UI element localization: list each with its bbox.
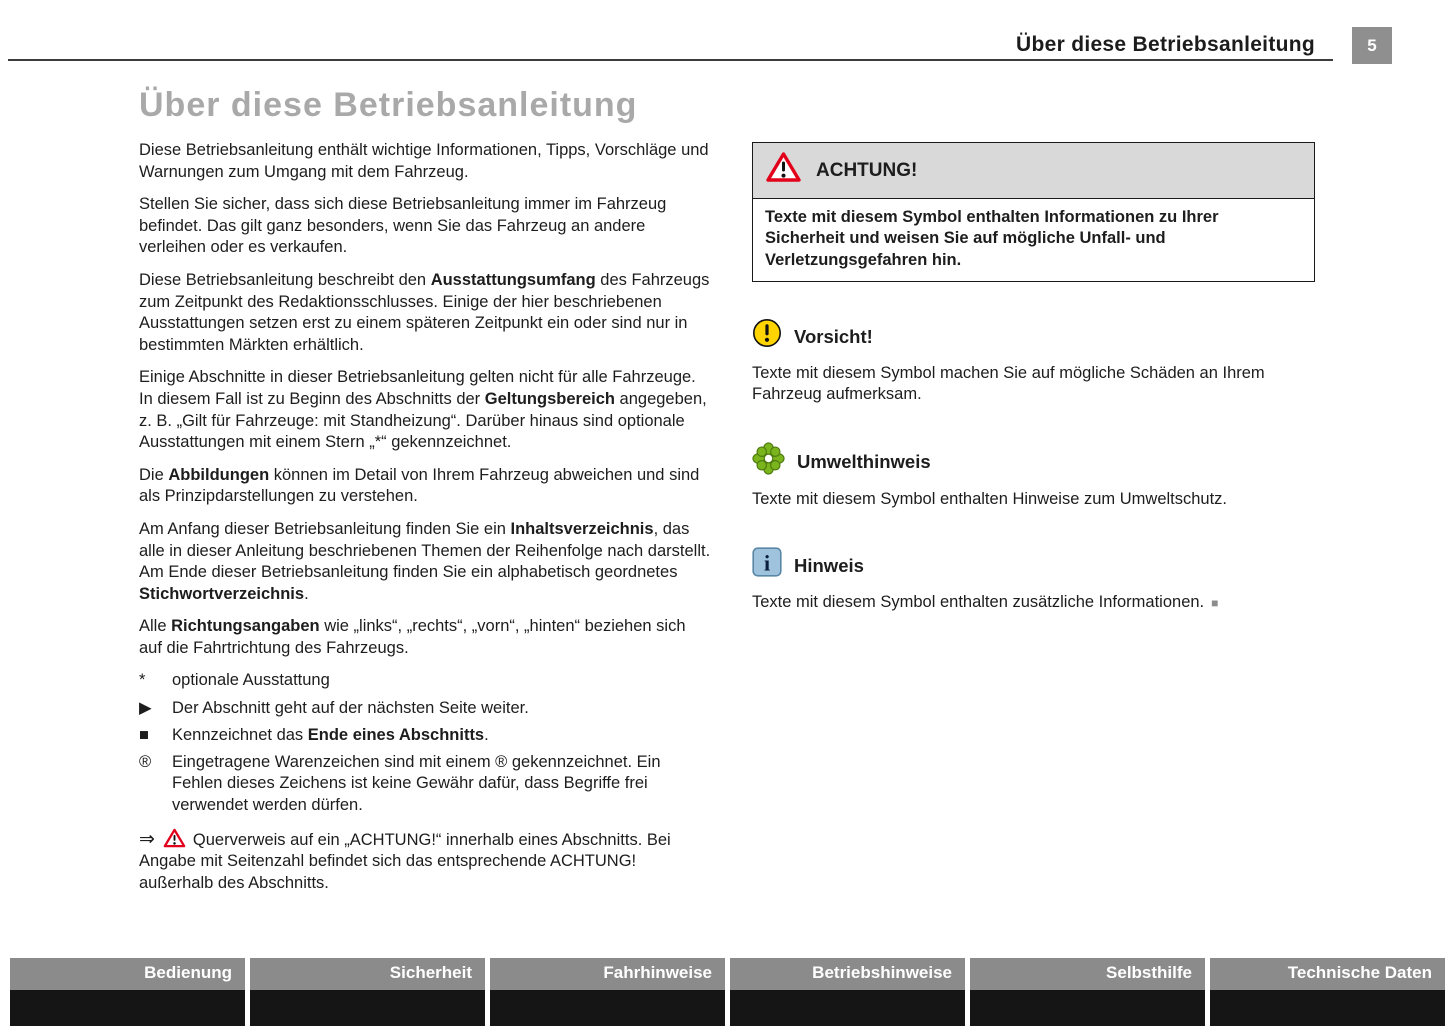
vorsicht-body: Texte mit diesem Symbol machen Sie auf mögliche Schäden an Ihrem Fahrzeug aufmerksam. bbox=[752, 363, 1265, 404]
crossref-text: Querverweis auf ein „ACHTUNG!“ innerhalb eines Abschnitts. Bei Angabe mit Seitenzahl befindet sich das entsprechende ACHTUNG! außerhalb des Abschnitts. bbox=[139, 830, 671, 892]
vorsicht-header bbox=[752, 318, 1315, 355]
paragraph: Stellen Sie sicher, dass sich diese Betriebsanleitung immer im Fahrzeug befindet. Das gilt ganz besonders, wenn Sie das Fahrzeug an andere verleihen oder es verkaufen. bbox=[139, 195, 667, 257]
legend-text: optionale Ausstattung bbox=[172, 671, 330, 690]
vorsicht-title: Vorsicht! bbox=[794, 325, 873, 347]
paragraph: Einige Abschnitte in dieser Betriebsanleitung gelten nicht für alle Fahrzeuge. In diesem Fall ist zu Beginn des Abschnitts der Geltungsbereich angegeben, z. B. „Gilt für Fahrzeuge: mit Standheizung“. Darüber hinaus sind optionale Ausstattungen mit einem Stern „*“ gekennzeichnet. bbox=[139, 368, 707, 452]
main-text-column bbox=[139, 140, 711, 894]
warning-triangle-icon bbox=[159, 831, 193, 849]
footer-tabs bbox=[0, 958, 1445, 1026]
footer-tab-base bbox=[1210, 990, 1445, 1026]
footer-tab-base bbox=[490, 990, 725, 1026]
footer-tab bbox=[970, 958, 1205, 1026]
footer-tab bbox=[1210, 958, 1445, 1026]
environment-flower-icon bbox=[752, 442, 785, 482]
footer-tab-label: Technische Daten bbox=[1210, 958, 1445, 990]
warning-triangle-icon bbox=[765, 151, 802, 190]
footer-tab-base bbox=[10, 990, 245, 1026]
crossref-paragraph bbox=[139, 828, 711, 895]
legend-item bbox=[139, 698, 711, 720]
footer-tab-base bbox=[250, 990, 485, 1026]
footer-tab bbox=[490, 958, 725, 1026]
paragraph: Am Anfang dieser Betriebsanleitung finden Sie ein Inhaltsverzeichnis, das alle in dieser Anleitung beschriebenen Themen der Reihenfolge nach darstellt. Am Ende dieser Betriebsanleitung finden Sie ein alphabetisch geordnetes Stichwortverzeichnis. bbox=[139, 519, 711, 603]
hinweis-section bbox=[752, 547, 1315, 614]
footer-tab-label: Sicherheit bbox=[250, 958, 485, 990]
hinweis-header bbox=[752, 547, 1315, 584]
legend-text: Der Abschnitt geht auf der nächsten Seite weiter. bbox=[172, 698, 529, 717]
legend-text: Kennzeichnet das Ende eines Abschnitts. bbox=[172, 725, 489, 744]
info-icon bbox=[752, 547, 782, 584]
umwelthinweis-body: Texte mit diesem Symbol enthalten Hinweise zum Umweltschutz. bbox=[752, 490, 1228, 509]
footer-tab bbox=[730, 958, 965, 1026]
hinweis-body-text: Texte mit diesem Symbol enthalten zusätzliche Informationen. bbox=[752, 592, 1205, 611]
legend-item bbox=[139, 752, 711, 817]
footer-tab-label: Fahrhinweise bbox=[490, 958, 725, 990]
achtung-header bbox=[753, 143, 1314, 199]
footer-tab-base bbox=[970, 990, 1205, 1026]
achtung-body: Texte mit diesem Symbol enthalten Informationen zu Ihrer Sicherheit und weisen Sie auf mögliche Unfall- und Verletzungsgefahren hin. bbox=[765, 207, 1219, 269]
paragraph: Diese Betriebsanleitung beschreibt den Ausstattungsumfang des Fahrzeugs zum Zeitpunkt des Redaktionsschlusses. Einige der hier beschriebenen Ausstattungen setzen erst zu einem späteren Zeitpunkt ein oder sind nur in bestimmten Märkten erhältlich. bbox=[139, 270, 710, 354]
umwelthinweis-title: Umwelthinweis bbox=[797, 450, 931, 472]
footer-tab-base bbox=[730, 990, 965, 1026]
hinweis-body bbox=[752, 592, 1315, 615]
vorsicht-section bbox=[752, 318, 1315, 406]
achtung-box bbox=[752, 142, 1315, 282]
legend-marker: * bbox=[139, 671, 146, 690]
legend-item bbox=[139, 670, 711, 692]
paragraph: Die Abbildungen können im Detail von Ihrem Fahrzeug abweichen und sind als Prinzipdarstellungen zu verstehen. bbox=[139, 465, 700, 506]
legend-text: Eingetragene Warenzeichen sind mit einem ® gekennzeichnet. Ein Fehlen dieses Zeichens ist keine Gewähr dafür, dass Begriffe frei verwendet werden dürfen. bbox=[172, 752, 661, 814]
hinweis-title: Hinweis bbox=[794, 554, 864, 576]
legend-marker: ■ bbox=[139, 725, 149, 744]
footer-tab-label: Bedienung bbox=[10, 958, 245, 990]
header-divider bbox=[8, 59, 1333, 61]
footer-tab bbox=[250, 958, 485, 1026]
legend-marker: ® bbox=[139, 752, 152, 771]
paragraph-list bbox=[139, 140, 711, 659]
notice-column bbox=[752, 142, 1315, 614]
paragraph: Diese Betriebsanleitung enthält wichtige Informationen, Tipps, Vorschläge und Warnungen zum Umgang mit dem Fahrzeug. bbox=[139, 141, 709, 181]
achtung-title: ACHTUNG! bbox=[816, 159, 918, 181]
end-of-section-marker: ■ bbox=[1211, 595, 1219, 610]
footer-tab-label: Selbsthilfe bbox=[970, 958, 1205, 990]
legend-marker: ▶ bbox=[139, 698, 152, 717]
svg-text:i: i bbox=[763, 550, 771, 576]
page-number-badge: 5 bbox=[1352, 27, 1392, 64]
running-header-title: Über diese Betriebsanleitung bbox=[1016, 33, 1315, 56]
page-title: Über diese Betriebsanleitung bbox=[139, 86, 638, 124]
umwelthinweis-section bbox=[752, 442, 1315, 511]
footer-tab bbox=[10, 958, 245, 1026]
legend-item bbox=[139, 725, 711, 747]
legend-list bbox=[139, 670, 711, 816]
caution-circle-icon bbox=[752, 318, 782, 355]
footer-tab-label: Betriebshinweise bbox=[730, 958, 965, 990]
double-arrow-icon: ⇒ bbox=[139, 828, 155, 850]
umwelthinweis-header bbox=[752, 442, 1315, 482]
paragraph: Alle Richtungsangaben wie „links“, „rechts“, „vorn“, „hinten“ beziehen sich auf die Fahrtrichtung des Fahrzeugs. bbox=[139, 617, 686, 657]
